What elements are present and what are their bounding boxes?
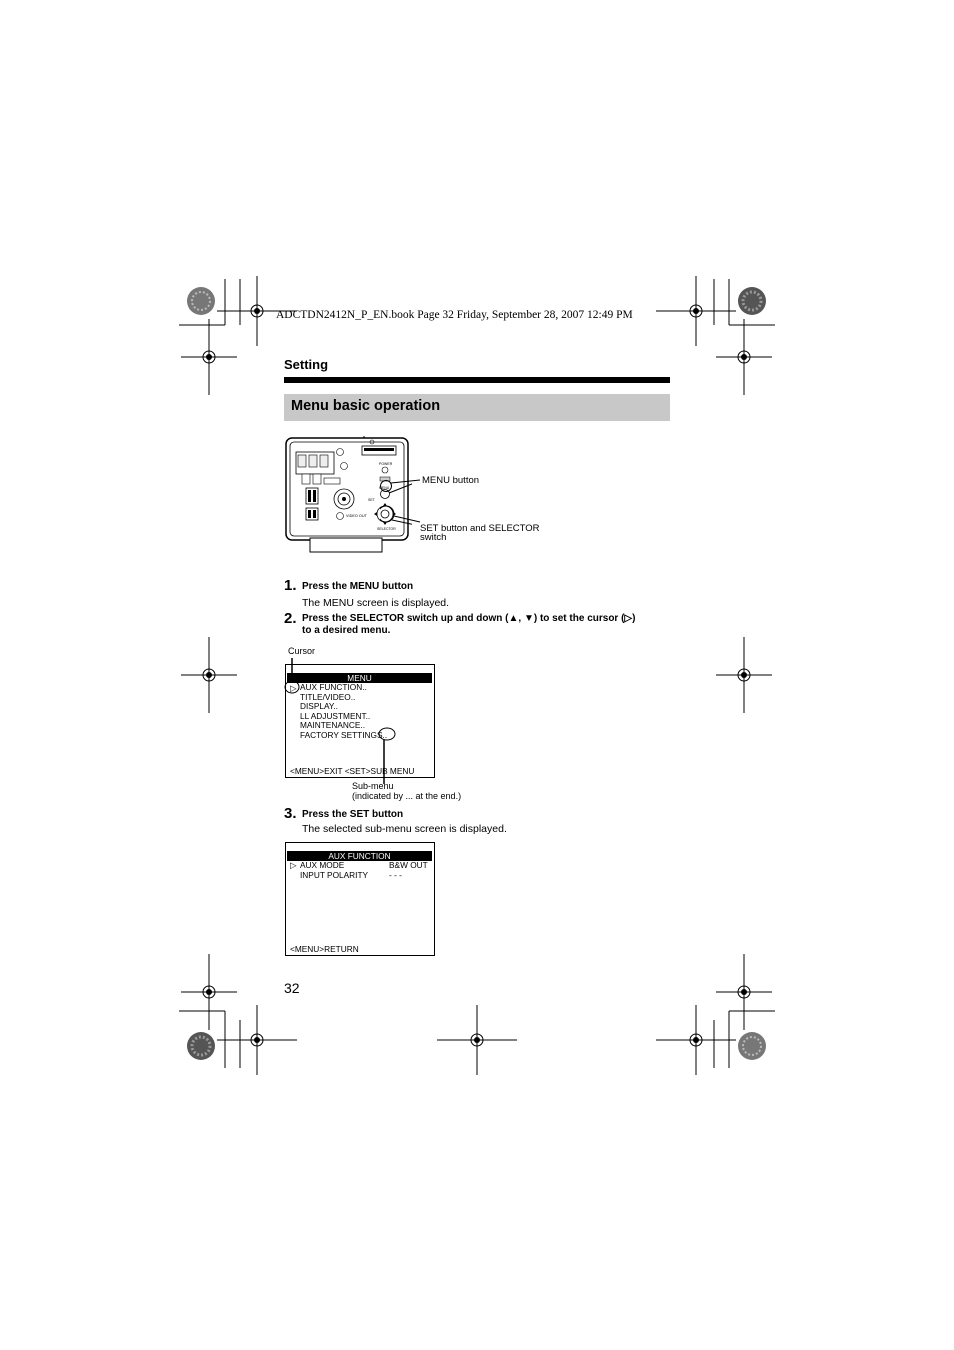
power-label: POWER — [379, 462, 393, 466]
aux-function-screen — [285, 842, 435, 956]
set-button-callout-line1: SET button and SELECTOR — [420, 523, 540, 534]
menu-item: TITLE/VIDEO.. — [300, 691, 356, 702]
step-3-description: The selected sub-menu screen is displayed. — [302, 823, 507, 835]
set-label: SET — [368, 498, 375, 502]
callout-circles — [380, 470, 424, 530]
submenu-callout-line1: Sub-menu — [352, 781, 394, 791]
aux-screen-title: AUX FUNCTION — [287, 851, 432, 861]
step-1-description: The MENU screen is displayed. — [302, 597, 450, 609]
step-1-number: 1. — [284, 577, 297, 594]
menu-item: AUX FUNCTION.. — [300, 682, 367, 692]
section-rule — [284, 377, 670, 383]
menu-item: DISPLAY.. — [300, 701, 338, 711]
aux-row-label: AUX MODE — [300, 860, 345, 870]
menu-label: MENU — [379, 486, 390, 490]
cursor-glyph: ▷ — [290, 683, 297, 693]
aux-row-value: B&W OUT — [389, 860, 428, 870]
page-number: 32 — [284, 980, 300, 996]
aux-row-value: - - - — [389, 869, 402, 880]
aux-row-label: INPUT POLARITY — [300, 869, 369, 880]
step-2-title-line1: Press the SELECTOR switch up and down (▲, ▼) to set the cursor (▷) — [302, 613, 636, 624]
cursor-callout: Cursor — [288, 646, 316, 656]
step-1-title: Press the MENU button — [302, 581, 414, 592]
page-title: Menu basic operation — [291, 398, 441, 414]
page-title-bar — [284, 394, 670, 421]
video-out-label: VIDEO OUT — [346, 514, 367, 518]
file-header-line: ADCTDN2412N_P_EN.book Page 32 Friday, September 28, 2007 12:49 PM — [276, 309, 633, 321]
menu-button-callout: MENU button — [422, 475, 480, 486]
step-3-number: 3. — [284, 805, 297, 822]
selector-label: SELECTOR — [377, 527, 396, 531]
step-2-number: 2. — [284, 610, 297, 627]
step-2-title-line2: to a desired menu. — [302, 625, 391, 636]
menu-screen-title: MENU — [287, 673, 432, 683]
menu-item: LL ADJUSTMENT.. — [300, 710, 371, 721]
menu-item: MAINTENANCE.. — [300, 720, 365, 730]
menu-screen-footer: <MENU>EXIT <SET>SUB MENU — [290, 766, 415, 776]
submenu-callout-line2: (indicated by ... at the end.) — [352, 791, 462, 801]
menu-item: FACTORY SETTINGS.. — [300, 729, 388, 740]
step-3-title: Press the SET button — [302, 809, 404, 820]
aux-screen-footer: <MENU>RETURN — [290, 944, 359, 954]
section-label: Setting — [284, 357, 329, 372]
aux-cursor-glyph: ▷ — [290, 860, 297, 870]
menu-callout-lines — [280, 656, 410, 786]
set-button-callout-line2: switch — [420, 532, 447, 543]
